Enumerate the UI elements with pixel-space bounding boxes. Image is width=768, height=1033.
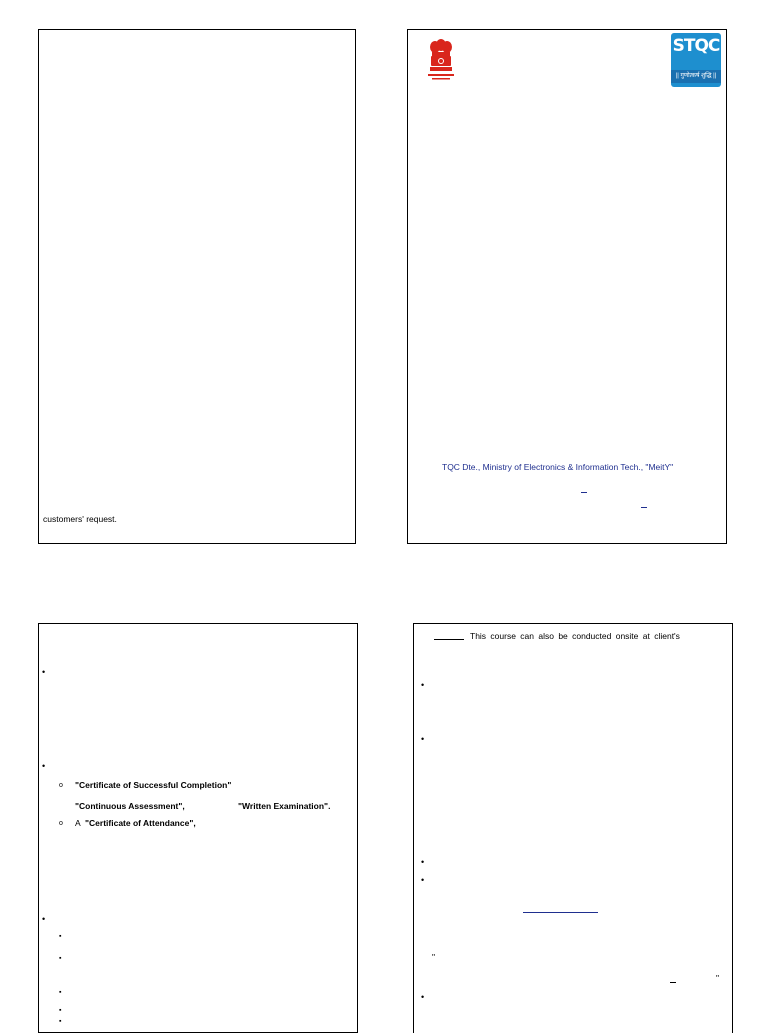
bullet-icon: • [421, 680, 425, 690]
org-line: TQC Dte., Ministry of Electronics & Information Tech., "MeitY" [442, 462, 674, 472]
bullet-icon: • [421, 857, 425, 867]
sub-bullet-icon: ▪ [59, 955, 62, 962]
cert-attendance-prefix: A [75, 818, 81, 828]
underline-mark [670, 982, 676, 983]
bullet-icon: • [421, 734, 425, 744]
footer-text: customers' request. [43, 514, 117, 524]
page-bottom-right [413, 623, 733, 1033]
page-top-right [407, 29, 727, 544]
sub-bullet-icon: ▪ [59, 933, 62, 940]
sub-bullet-icon: o [59, 782, 63, 789]
quote-mark: " [432, 952, 436, 962]
quote-mark: " [716, 973, 720, 983]
cert-attendance: "Certificate of Attendance", [85, 818, 196, 828]
bullet-icon: • [421, 875, 425, 885]
sub-bullet-icon: ▪ [59, 1007, 62, 1014]
leading-rule [434, 639, 464, 640]
page-bottom-left [38, 623, 358, 1033]
logo-tagline: || गुणोत्कर्ष शुद्धि || [671, 70, 721, 83]
bullet-icon: • [42, 914, 46, 924]
bullet-icon: • [42, 761, 46, 771]
bullet-icon: • [42, 667, 46, 677]
written-exam: "Written Examination". [238, 801, 331, 811]
sub-bullet-icon: ▪ [59, 1018, 62, 1025]
onsite-text: This course can also be conducted onsite at client's [470, 631, 680, 641]
logo-text: STQC [672, 36, 720, 56]
stqc-logo [671, 33, 721, 87]
continuous-assessment: "Continuous Assessment", [75, 801, 185, 811]
bullet-icon: • [421, 992, 425, 1002]
page-top-left [38, 29, 356, 544]
underline-mark [581, 492, 587, 493]
hyperlink-underline[interactable] [523, 912, 598, 913]
underline-mark [641, 507, 647, 508]
national-emblem-icon [426, 38, 456, 84]
cert-completion: "Certificate of Successful Completion" [75, 780, 232, 790]
sub-bullet-icon: ▪ [59, 989, 62, 996]
sub-bullet-icon: o [59, 820, 63, 827]
